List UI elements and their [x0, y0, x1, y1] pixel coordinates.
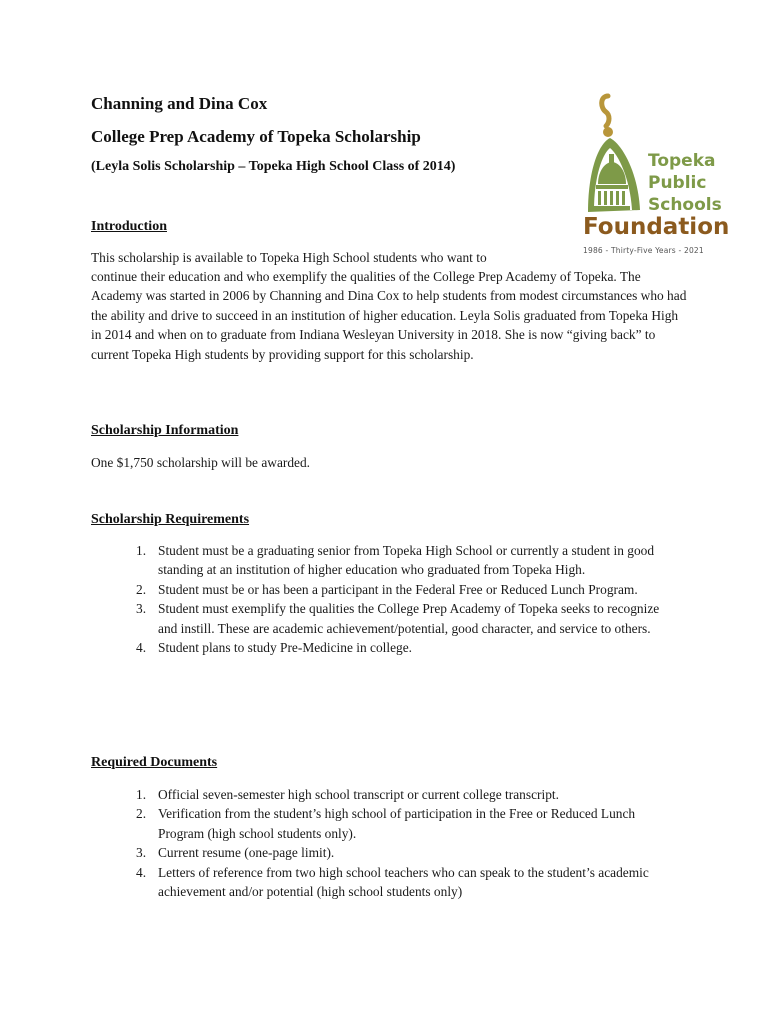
list-item	[136, 580, 681, 599]
item-number: 2.	[136, 806, 147, 822]
item-number: 1.	[136, 787, 147, 802]
list-item	[136, 804, 681, 843]
requirements-list	[136, 541, 681, 657]
item-number: 4.	[136, 864, 147, 880]
item-text: Official seven-semester high school transcript or current college transcript.	[158, 787, 559, 802]
item-text: Student must be or has been a participant in the Federal Free or Reduced Lunch Program.	[158, 581, 638, 597]
introduction-first-line: This scholarship is available to Topeka High School students who want to	[91, 250, 487, 265]
item-number: 3.	[136, 845, 147, 861]
introduction-heading: Introduction	[91, 219, 167, 234]
item-text: Verification from the student’s high school of participation in the Free or Reduced Lunch Program (high school students only).	[158, 806, 636, 841]
sponsor-name: Channing and Dina Cox	[91, 94, 268, 113]
item-number: 2.	[136, 581, 147, 597]
list-item	[136, 638, 681, 657]
item-text: Letters of reference from two high school teachers who can speak to the student’s academic achievement and/or potential (high school students only)	[158, 864, 649, 900]
item-number: 1.	[136, 543, 147, 558]
item-number: 4.	[136, 640, 147, 656]
list-item	[136, 843, 681, 862]
item-number: 3.	[136, 601, 147, 617]
list-item	[136, 541, 681, 580]
logo-word-schools: Schools	[648, 195, 722, 215]
item-text: Student plans to study Pre-Medicine in college.	[158, 640, 413, 656]
documents-heading: Required Documents	[91, 755, 218, 770]
item-text: Current resume (one-page limit).	[158, 845, 335, 861]
scholarship-title: College Prep Academy of Topeka Scholarship	[91, 127, 421, 146]
logo-word-foundation: Foundation	[583, 214, 730, 240]
logo-word-topeka: Topeka	[648, 151, 716, 171]
list-item	[136, 599, 681, 638]
introduction-paragraph: continue their education and who exemplify the qualities of the College Prep Academy of Topeka. The Academy was started in 2006 by Channing and Dina Cox to help students from modest circumstances who had the ability and drive to succeed in an institution of higher education. Leyla Solis graduated from Topeka High in 2014 and when on to graduate from Indiana Wesleyan University in 2018. She is now “giving back” to current Topeka High students by providing support for this scholarship.	[91, 269, 687, 362]
logo-years: 1986 - Thirty-Five Years - 2021	[583, 246, 704, 255]
scholarship-amount: One $1,750 scholarship will be awarded.	[91, 455, 311, 470]
logo-word-public: Public	[648, 173, 707, 193]
list-item	[136, 863, 681, 902]
documents-list	[136, 785, 681, 901]
item-text: Student must be a graduating senior from Topeka High School or currently a student in good standing at an institution of higher education who graduated from Topeka High.	[158, 543, 655, 578]
requirements-heading: Scholarship Requirements	[91, 512, 250, 527]
scholarship-subtitle: (Leyla Solis Scholarship – Topeka High School Class of 2014)	[91, 159, 456, 174]
item-text: Student must exemplify the qualities the College Prep Academy of Topeka seeks to recognize and instill. These are academic achievement/potential, good character, and service to others.	[158, 601, 660, 636]
scholarship-info-heading: Scholarship Information	[91, 423, 239, 438]
list-item	[136, 785, 681, 804]
